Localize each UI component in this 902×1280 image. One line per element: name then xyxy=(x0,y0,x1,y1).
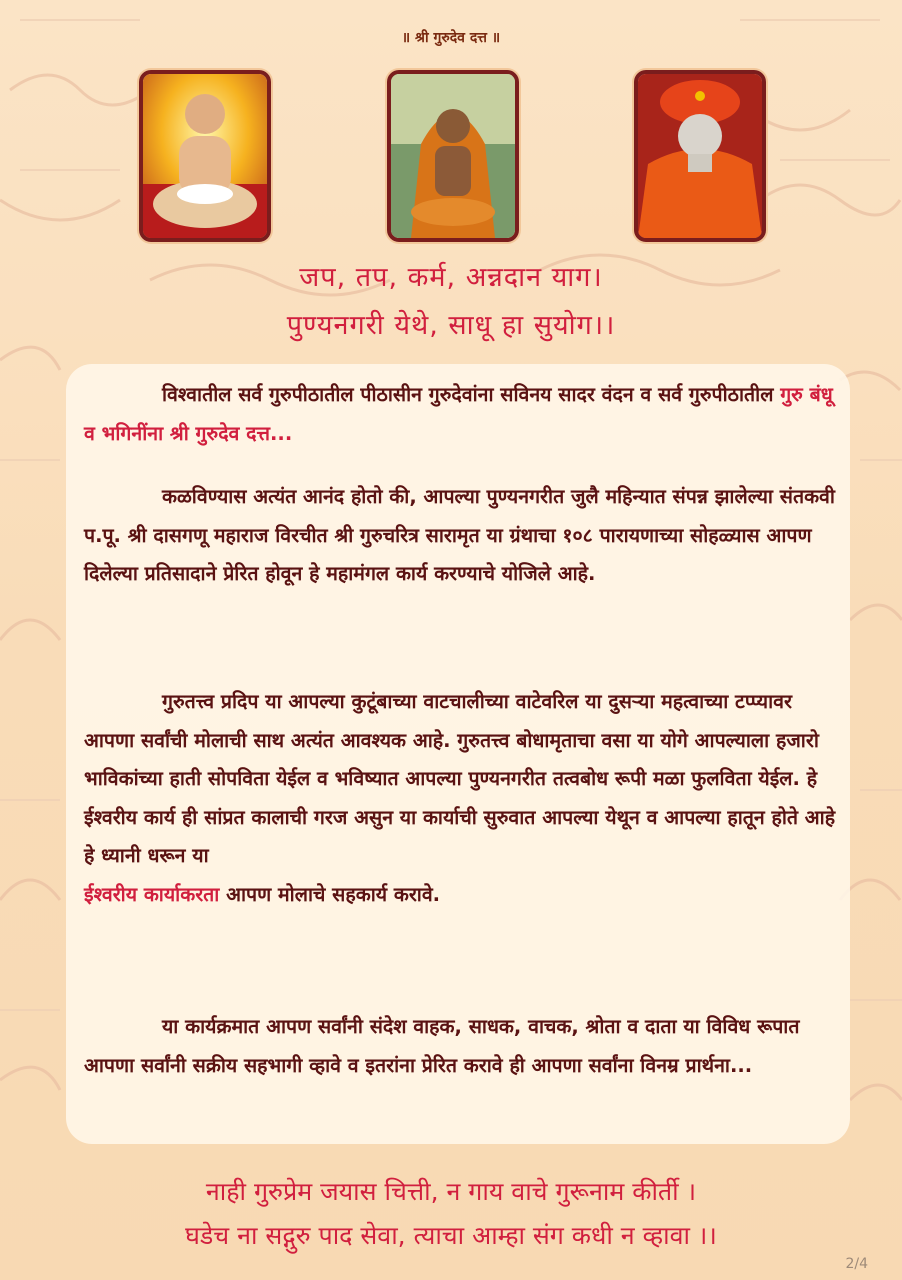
top-verse-line-2: पुण्यनगरी येथे, साधू हा सुयोग।। xyxy=(286,310,616,341)
saint-portrait-3 xyxy=(634,70,766,242)
bottom-verse-line-2: घडेच ना सद्गुरु पाद सेवा, त्याचा आम्हा संग कधी न व्हावा ।। xyxy=(185,1221,717,1250)
paragraph-announcement: कळविण्यास अत्यंत आनंद होतो की, आपल्या पुण्यनगरीत जुलै महिन्यात संपन्न झालेल्या संतकवी प.पू. श्री दासगणू महाराज विरचीत श्री गुरुचरित्र सारामृत या ग्रंथाचा १०८ पारायणाच्या सोहळ्यास आपण दिलेल्या प्रतिसादाने प्रेरित होवून हे महामंगल कार्य करण्याचे योजिले आहे. xyxy=(84,485,835,585)
header-invocation: ॥ श्री गुरुदेव दत्त ॥ xyxy=(401,30,501,46)
saint-portrait-1 xyxy=(139,70,271,242)
appeal-highlight: ईश्वरीय कार्याकरता xyxy=(84,882,220,906)
top-verse-line-1: जप, तप, कर्म, अन्नदान याग। xyxy=(299,262,603,293)
saint-portrait-2 xyxy=(387,70,519,242)
paragraph-greeting: विश्वातील सर्व गुरुपीठातील पीठासीन गुरुदेवांना सविनय सादर वंदन व सर्व गुरुपीठातील गुरु बंधू व भगिनींना श्री गुरुदेव दत्त... xyxy=(84,383,833,445)
bottom-verse-line-1: नाही गुरुप्रेम जयास चित्ती, न गाय वाचे गुरूनाम कीर्ती । xyxy=(205,1177,697,1206)
paragraph-prayer: या कार्यक्रमात आपण सर्वांनी संदेश वाहक, साधक, वाचक, श्रोता व दाता या विविध रूपात आपणा सर्वांनी सक्रीय सहभागी व्हावे व इतरांना प्रेरित करावे ही आपणा सर्वांना विनम्र प्रार्थना... xyxy=(84,1015,800,1077)
page-number: 2/4 xyxy=(845,1256,868,1272)
paragraph-appeal: गुरुतत्त्व प्रदिप या आपल्या कुटूंबाच्या वाटचालीच्या वाटेवरिल या दुसऱ्या महत्वाच्या टप्प्यावर आपणा सर्वांची मोलाची साथ अत्यंत आवश्यक आहे. गुरुतत्त्व बोधामृताचा वसा या योगे आपल्याला हजारो भाविकांच्या हाती सोपविता येईल व भविष्यात आपल्या पुण्यनगरीत तत्वबोध रूपी मळा फुलविता येईल. हे ईश्वरीय कार्य ही सांप्रत कालाची गरज असुन या कार्याची सुरुवात आपल्या येथून व आपल्या हातून होते आहे हे ध्यानी धरून या ईश्वरीय कार्याकरता आपण मोलाचे सहकार्य करावे. xyxy=(84,690,836,906)
greeting-highlight: गुरु बंधू व भगिनींना श्री गुरुदेव दत्त... xyxy=(84,383,833,445)
